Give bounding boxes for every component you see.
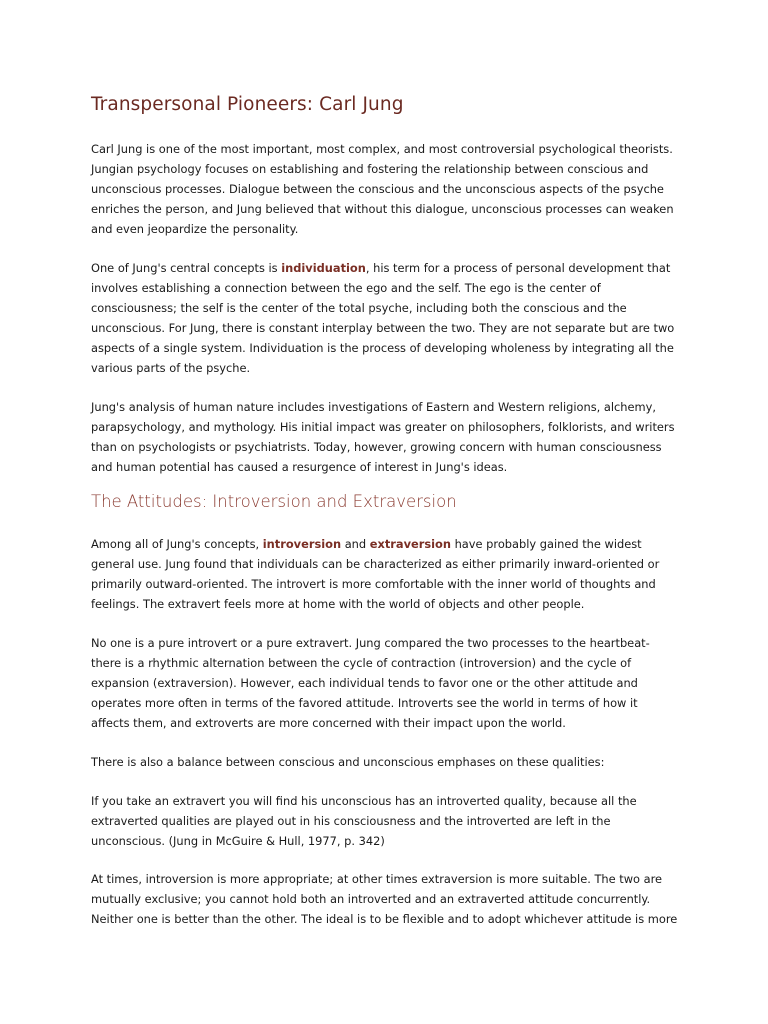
paragraph-line: mutually exclusive; you cannot hold both an introverted and an extraverted attitude concurrently. (91, 892, 651, 906)
paragraph-line: affects them, and extroverts are more concerned with their impact upon the world. (91, 716, 566, 730)
paragraph-line: there is a rhythmic alternation between the cycle of contraction (introversion) and the cycle of (91, 656, 632, 670)
paragraph-line: feelings. The extravert feels more at home with the world of objects and other people. (91, 597, 585, 611)
paragraph-line (91, 258, 691, 278)
paragraph-human-nature (91, 397, 691, 477)
paragraph-line: Carl Jung is one of the most important, most complex, and most controversial psychological theorists. (91, 142, 673, 156)
text-run: , his term for a process of personal development that (365, 261, 671, 275)
paragraph-intro (91, 139, 691, 239)
term-introversion: introversion (262, 537, 342, 551)
paragraph-line: involves establishing a connection between the ego and the self. The ego is the center of (91, 281, 601, 295)
paragraph-line: There is also a balance between conscious and unconscious emphases on these qualities: (91, 755, 605, 769)
text-run: Among all of Jung's concepts, (91, 537, 263, 551)
paragraph-line: No one is a pure introvert or a pure extravert. Jung compared the two processes to the heartbeat- (91, 636, 650, 650)
paragraph-balance (91, 752, 691, 772)
paragraph-heartbeat (91, 633, 691, 733)
term-individuation: individuation (281, 261, 366, 275)
paragraph-line: At times, introversion is more appropriate; at other times extraversion is more suitable. The two are (91, 872, 663, 886)
paragraph-line: operates more often in terms of the favored attitude. Introverts see the world in terms of how it (91, 696, 638, 710)
paragraph-line: aspects of a single system. Individuation is the process of developing wholeness by integrating all the (91, 341, 674, 355)
paragraph-flexibility (91, 869, 691, 929)
paragraph-line (91, 534, 691, 554)
paragraph-line: general use. Jung found that individuals can be characterized as either primarily inward-oriented or (91, 557, 660, 571)
paragraph-line: various parts of the psyche. (91, 361, 251, 375)
paragraph-attitudes (91, 534, 691, 614)
paragraph-line: extraverted qualities are played out in his consciousness and the introverted are left in the (91, 814, 611, 828)
paragraph-line: and even jeopardize the personality. (91, 222, 299, 236)
paragraph-line: Jungian psychology focuses on establishing and fostering the relationship between conscious and (91, 162, 649, 176)
page-title: Transpersonal Pioneers: Carl Jung (91, 94, 404, 115)
paragraph-line: unconscious. For Jung, there is constant interplay between the two. They are not separate but are two (91, 321, 675, 335)
paragraph-line: than on psychologists or psychiatrists. Today, however, growing concern with human consciousness (91, 440, 662, 454)
paragraph-line: consciousness; the self is the center of the total psyche, including both the conscious and the (91, 301, 627, 315)
paragraph-line: parapsychology, and mythology. His initial impact was greater on philosophers, folklorists, and writers (91, 420, 675, 434)
text-run: and (341, 537, 370, 551)
paragraph-line: enriches the person, and Jung believed that without this dialogue, unconscious processes can weaken (91, 202, 674, 216)
paragraph-line: unconscious processes. Dialogue between the conscious and the unconscious aspects of the psyche (91, 182, 664, 196)
paragraph-line: Jung's analysis of human nature includes investigations of Eastern and Western religions, alchemy, (91, 400, 656, 414)
text-run: have probably gained the widest (450, 537, 642, 551)
paragraph-individuation (91, 258, 691, 378)
section-heading: The Attitudes: Introversion and Extraversion (91, 492, 457, 511)
paragraph-quote (91, 791, 691, 851)
paragraph-line: primarily outward-oriented. The introvert is more comfortable with the inner world of thoughts and (91, 577, 656, 591)
term-extraversion: extraversion (369, 537, 451, 551)
paragraph-line: expansion (extraversion). However, each individual tends to favor one or the other attitude and (91, 676, 638, 690)
paragraph-line: Neither one is better than the other. The ideal is to be flexible and to adopt whichever attitude is more (91, 912, 678, 926)
paragraph-line: unconscious. (Jung in McGuire & Hull, 1977, p. 342) (91, 834, 385, 848)
paragraph-line: If you take an extravert you will find his unconscious has an introverted quality, because all the (91, 794, 637, 808)
paragraph-line: and human potential has caused a resurgence of interest in Jung's ideas. (91, 460, 508, 474)
text-run: One of Jung's central concepts is (91, 261, 282, 275)
